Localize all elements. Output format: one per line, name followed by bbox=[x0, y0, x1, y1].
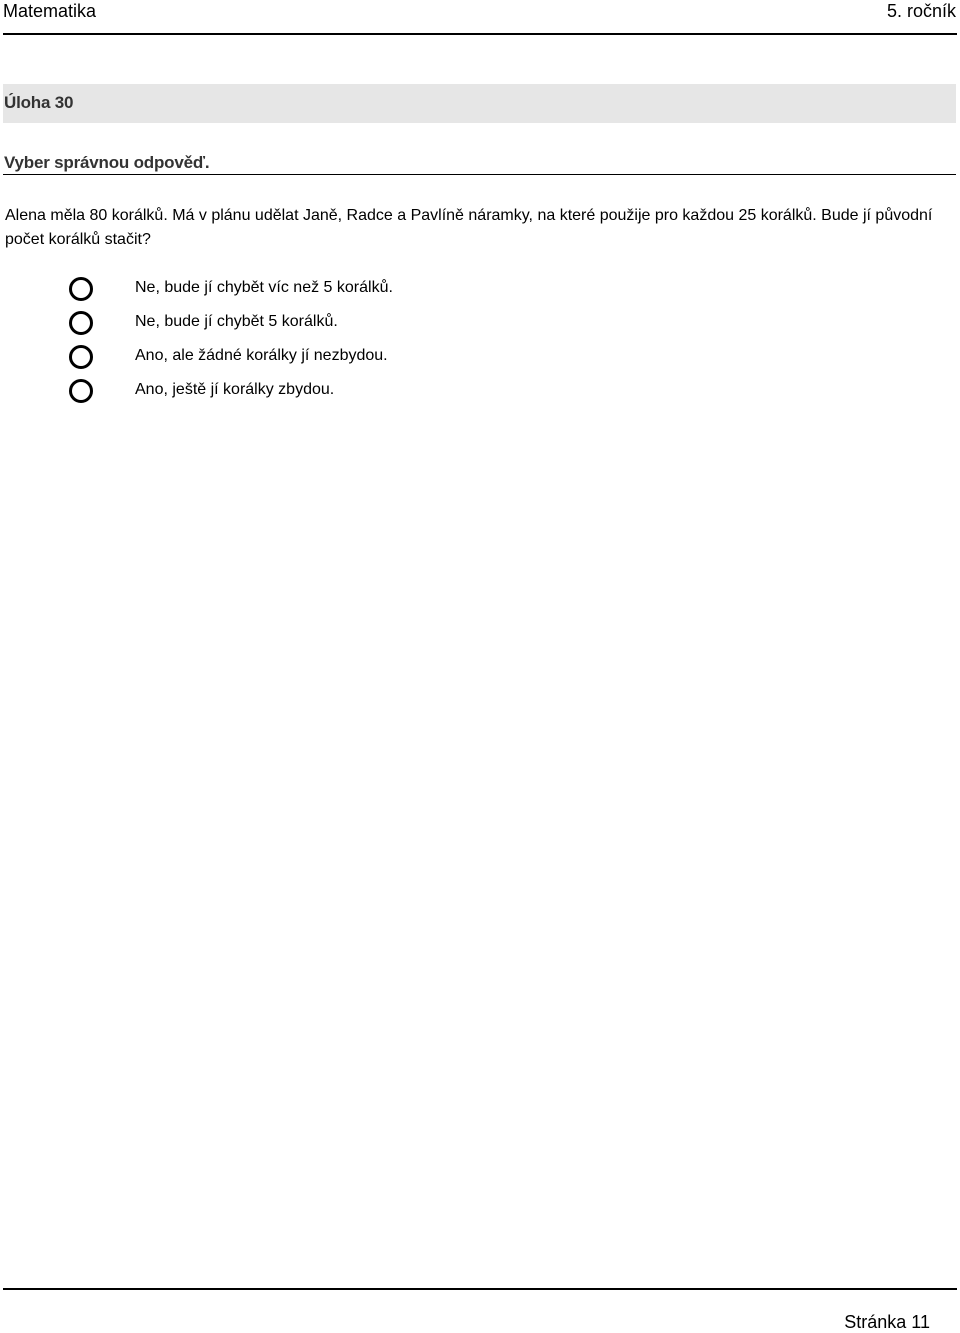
task-title-bar bbox=[3, 84, 956, 123]
question-text: Alena měla 80 korálků. Má v plánu udělat Janě, Radce a Pavlíně náramky, na které použije pro každou 25 korálků. Bude jí původní počet korálků stačit? bbox=[5, 207, 933, 248]
footer-divider bbox=[3, 1288, 957, 1290]
answer-option-label: Ano, ještě jí korálky zbydou. bbox=[135, 381, 335, 398]
answer-option[interactable] bbox=[66, 276, 466, 310]
radio-button-2[interactable] bbox=[69, 311, 93, 335]
header-divider bbox=[3, 33, 957, 35]
page-number: Stránka 11 bbox=[844, 1312, 930, 1332]
answer-option-label: Ne, bude jí chybět víc než 5 korálků. bbox=[135, 279, 393, 296]
radio-button-4[interactable] bbox=[69, 379, 93, 403]
task-instruction: Vyber správnou odpověď. bbox=[4, 153, 210, 172]
answer-option-label: Ano, ale žádné korálky jí nezbydou. bbox=[135, 347, 388, 364]
answer-option[interactable] bbox=[66, 344, 466, 378]
answer-option[interactable] bbox=[66, 310, 466, 344]
instruction-divider bbox=[3, 174, 956, 175]
answer-options bbox=[66, 276, 466, 412]
answer-option-label: Ne, bude jí chybět 5 korálků. bbox=[135, 313, 338, 330]
radio-button-1[interactable] bbox=[69, 277, 93, 301]
radio-button-3[interactable] bbox=[69, 345, 93, 369]
task-title: Úloha 30 bbox=[4, 93, 74, 112]
page-header bbox=[0, 0, 960, 34]
subject-label: Matematika bbox=[3, 1, 97, 21]
answer-option[interactable] bbox=[66, 378, 466, 412]
grade-label: 5. ročník bbox=[886, 1, 956, 21]
